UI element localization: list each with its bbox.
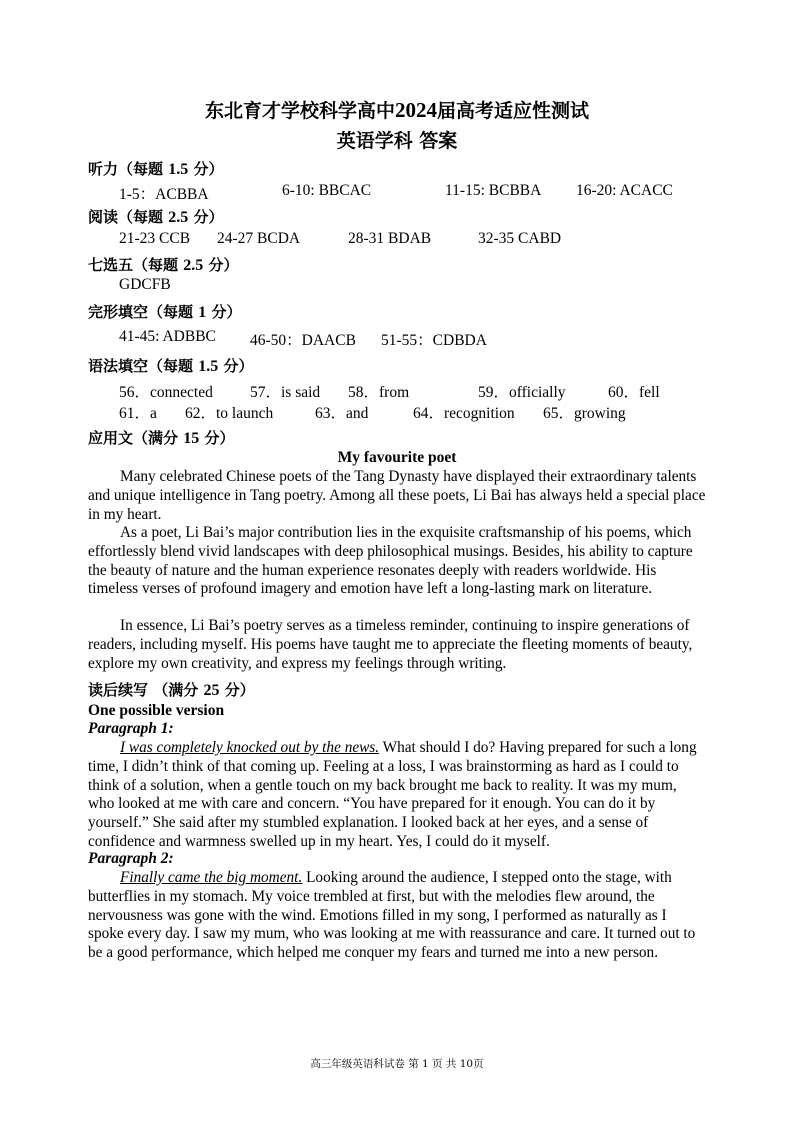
answer-group: 28-31 BDAB [348, 230, 432, 247]
continuation-paragraph-1 [88, 739, 706, 852]
essay-paragraph [88, 617, 706, 673]
answer-group: 16-20: ACACC [576, 182, 673, 199]
answer-group: 46-50：DAACB [250, 332, 356, 349]
section-unit: 分） [224, 681, 255, 699]
answer-group: 21-23 CCB [119, 230, 191, 247]
paragraph-text: In essence, Li Bai’s poetry serves as a timeless reminder, continuing to inspire generations of readers, including myself. His poems have taught me to appreciate the fleeting moments of beauty, explore my own creativity, and express my feelings through writing. [88, 617, 693, 672]
answer-group: 65．growing [543, 405, 626, 422]
section-unit: 分） [193, 208, 224, 226]
answer-group: GDCFB [119, 276, 171, 293]
answer-group: 63．and [315, 405, 369, 422]
section-heading-grammar [88, 355, 254, 376]
section-points: 2.5 [183, 257, 204, 274]
answer-group: 57．is said [250, 384, 321, 401]
paragraph-text: What should I do? Having prepared for such a long time, I didn’t think of that coming up. Feeling at a loss, I was brainstorming as hard as I could to think of a solution, when a gentle touch on my back brought me back to reality. It was my mum, who looked at me with care and concern. “You have prepared for it enough. You can do it by yourself.” She said after my stumbled explanation. I looked back at her eyes, and a sense of confidence and warmness swelled up in my heart. Yes, I could do it myself. [88, 739, 697, 850]
section-heading-listening [88, 158, 224, 179]
version-label: One possible version [88, 702, 225, 719]
paragraph-2-label: Paragraph 2: [88, 850, 174, 867]
answer-group: 41-45: ADBBC [119, 328, 216, 345]
essay-paragraph [88, 468, 706, 524]
lead-sentence: I was completely knocked out by the news. [120, 739, 380, 756]
section-unit: 分） [211, 303, 242, 321]
section-heading-cloze [88, 301, 242, 322]
section-heading-seven-five [88, 254, 239, 275]
answer-group: 64．recognition [413, 405, 515, 422]
section-heading-reading [88, 206, 224, 227]
paragraph-text: Looking around the audience, I stepped onto the stage, with butterflies in my stomach. My voice trembled at first, but with the melodies flew around, the nervousness was gone with the wind. Emotions filled in my song, I performed as naturally as I spoke every day. I saw my mum, who was looking at me with reassurance and care. It turned out to be a good performance, which helped me conquer my fears and turned me into a new person. [88, 869, 696, 962]
section-points: 15 [183, 430, 200, 447]
section-points: 2.5 [168, 209, 189, 226]
section-unit: 分） [204, 429, 235, 447]
section-points: 1 [198, 304, 207, 321]
answer-group: 32-35 CABD [478, 230, 562, 247]
section-label: 语法填空（每题 [88, 357, 194, 375]
answer-group: 1-5：ACBBA [119, 186, 209, 203]
paragraph-1-label: Paragraph 1: [88, 720, 174, 737]
answer-group: 6-10: BBCAC [282, 182, 372, 199]
answer-group: 24-27 BCDA [217, 230, 301, 247]
answer-group: 61．a [119, 405, 157, 422]
section-label: 阅读（每题 [88, 208, 164, 226]
continuation-paragraph-2 [88, 869, 706, 963]
answer-group: 58．from [348, 384, 410, 401]
page-subtitle: 英语学科 答案 [336, 130, 458, 152]
section-label: 七选五（每题 [88, 256, 179, 274]
answer-group: 60．fell [608, 384, 660, 401]
answer-group: 11-15: BCBBA [445, 182, 542, 199]
section-unit: 分） [208, 256, 239, 274]
title-prefix: 东北育才学校科学高中 [204, 100, 395, 122]
section-unit: 分） [223, 357, 254, 375]
essay-paragraph [88, 524, 706, 599]
section-heading-continuation [88, 679, 255, 700]
page-title [0, 96, 794, 123]
title-suffix: 届高考适应性测试 [437, 100, 590, 122]
answer-group: 62．to launch [185, 405, 274, 422]
section-label: 读后续写 （满分 [88, 681, 199, 699]
section-label: 听力（每题 [88, 160, 164, 178]
page-footer: 高三年级英语科试卷 第 1 页 共 10页 [310, 1058, 484, 1070]
section-label: 完形填空（每题 [88, 303, 194, 321]
section-label: 应用文（满分 [88, 429, 179, 447]
section-points: 25 [203, 682, 220, 699]
essay-title: My favourite poet [337, 449, 457, 466]
answer-group: 51-55：CDBDA [381, 332, 487, 349]
lead-sentence: Finally came the big moment. [120, 869, 303, 886]
paragraph-text: Many celebrated Chinese poets of the Tang Dynasty have displayed their extraordinary talents and unique intelligence in Tang poetry. Among all these poets, Li Bai has always held a special place in my heart. [88, 468, 706, 523]
answer-group: 56．connected [119, 384, 213, 401]
section-points: 1.5 [198, 358, 219, 375]
section-points: 1.5 [168, 161, 189, 178]
title-year: 2024 [395, 98, 437, 122]
paragraph-text: As a poet, Li Bai’s major contribution lies in the exquisite craftsmanship of his poems, which effortlessly blend vivid landscapes with deep philosophical musings. Besides, his ability to capture the beauty of nature and the human experience resonates deeply with readers worldwide. His timeless verses of profound imagery and emotion have left a long-lasting mark on literature. [88, 524, 693, 598]
answer-group: 59．officially [478, 384, 566, 401]
section-unit: 分） [193, 160, 224, 178]
section-heading-writing [88, 427, 235, 448]
